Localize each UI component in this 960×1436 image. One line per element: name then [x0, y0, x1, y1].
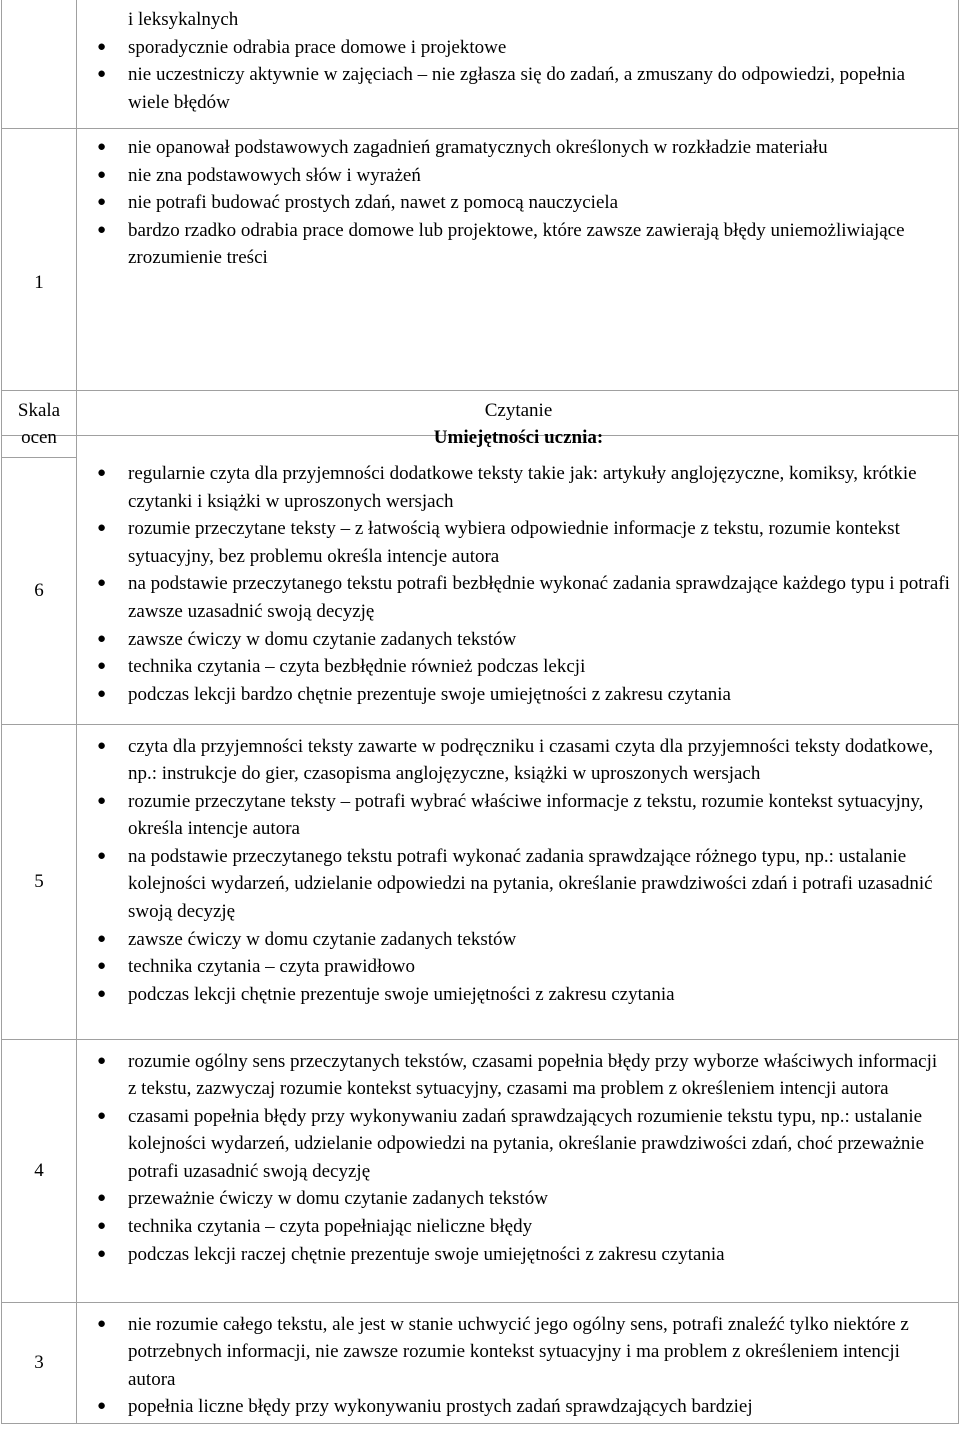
grade-cell-6: 6 — [2, 457, 77, 724]
bullet-icon: ● — [97, 847, 107, 864]
criteria-cell-6 — [77, 457, 959, 724]
bullet-icon: ● — [97, 575, 107, 592]
section-subtitle: Umiejętności ucznia: — [433, 427, 604, 448]
bullet-icon: ● — [97, 1107, 107, 1124]
list-item: ● technika czytania – czyta bezbłędnie również podczas lekcji — [87, 653, 950, 681]
list-item: ● zawsze ćwiczy w domu czytanie zadanych tekstów — [87, 926, 950, 954]
bullet-icon: ● — [97, 194, 107, 211]
list-item: ● nie uczestniczy aktywnie w zajęciach – nie zgłasza się do zadań, a zmuszany do odpowiedzi, popełnia wiele błędów — [87, 61, 950, 116]
bullet-icon: ● — [97, 1218, 107, 1235]
bullet-icon: ● — [97, 139, 107, 155]
bullet-icon: ● — [97, 38, 107, 55]
criteria-list-6 — [87, 460, 950, 708]
criteria-cell-3 — [77, 1302, 959, 1423]
list-item: ● bardzo rzadko odrabia prace domowe lub projektowe, które zawsze zawierają błędy uniemożliwiające zrozumienie treści — [87, 217, 950, 272]
list-item: ● podczas lekcji bardzo chętnie prezentuje swoje umiejętności z zakresu czytania — [87, 681, 950, 709]
list-item-continuation: i leksykalnych — [128, 9, 239, 30]
bullet-icon: ● — [97, 221, 107, 238]
bullet-icon: ● — [97, 520, 107, 537]
list-item: ● rozumie przeczytane teksty – potrafi wybrać właściwe informacje z tekstu, rozumie kontekst sytuacyjny, określa intencje autora — [87, 788, 950, 843]
criteria-cell-5 — [77, 724, 959, 1039]
section-header-cell — [77, 391, 959, 458]
scale-header-cell — [2, 391, 77, 458]
reading-grading-table — [1, 390, 959, 1424]
list-item: ● sporadycznie odrabia prace domowe i projektowe — [87, 34, 950, 62]
list-item: ● zawsze ćwiczy w domu czytanie zadanych tekstów — [87, 626, 950, 654]
bullet-icon: ● — [97, 465, 107, 481]
list-item: ● czyta dla przyjemności teksty zawarte w podręczniku i czasami czyta dla przyjemności teksty dodatkowe, np.: instrukcje do gier, czasopisma anglojęzyczne, książki w uproszonych wersjach — [87, 733, 950, 788]
criteria-list — [87, 134, 950, 272]
bullet-icon: ● — [97, 685, 107, 702]
grade-cell-empty — [2, 0, 77, 129]
list-item: ● podczas lekcji chętnie prezentuje swoje umiejętności z zakresu czytania — [87, 981, 950, 1009]
grade-cell-3: 3 — [2, 1302, 77, 1423]
bullet-icon: ● — [97, 66, 107, 83]
criteria-list-5 — [87, 733, 950, 1009]
criteria-cell-4 — [77, 1039, 959, 1302]
list-item: ● technika czytania – czyta popełniając nieliczne błędy — [87, 1213, 950, 1241]
list-item: ● technika czytania – czyta prawidłowo — [87, 953, 950, 981]
list-item: ● nie rozumie całego tekstu, ale jest w stanie uchwycić jego ogólny sens, potrafi znaleźć tylko niektóre z potrzebnych informacji, nie zawsze rozumie kontekst sytuacyjny i ma problem z określeniem intencji autora — [87, 1311, 950, 1394]
criteria-cell-continued — [77, 0, 959, 129]
list-item: ● rozumie przeczytane teksty – z łatwością wybiera odpowiednie informacje z tekstu, rozumie kontekst sytuacyjny, bez problemu określa intencje autora — [87, 515, 950, 570]
list-item: ● podczas lekcji raczej chętnie prezentuje swoje umiejętności z zakresu czytania — [87, 1241, 950, 1269]
list-item: ● popełnia liczne błędy przy wykonywaniu prostych zadań sprawdzających bardziej — [87, 1393, 950, 1421]
grade-cell-5: 5 — [2, 724, 77, 1039]
bullet-icon: ● — [97, 658, 107, 675]
bullet-icon: ● — [97, 630, 107, 647]
bullet-icon: ● — [97, 166, 107, 183]
criteria-list-4 — [87, 1048, 950, 1269]
list-item: ● nie opanował podstawowych zagadnień gramatycznych określonych w rozkładzie materiału — [87, 134, 950, 162]
bullet-icon: ● — [97, 1245, 107, 1262]
grading-table-previous-section — [1, 0, 959, 436]
grade-cell-4: 4 — [2, 1039, 77, 1302]
list-item: ● nie zna podstawowych słów i wyrażeń — [87, 162, 950, 190]
list-item: ● rozumie ogólny sens przeczytanych tekstów, czasami popełnia błędy przy wyborze właściwych informacji z tekstu, zazwyczaj rozumie kontekst sytuacyjny, czasami ma problem z określeniem intencji autora — [87, 1048, 950, 1103]
bullet-icon: ● — [97, 737, 107, 754]
bullet-icon: ● — [97, 985, 107, 1002]
grade-cell: 1 — [2, 129, 77, 436]
bullet-icon: ● — [97, 1398, 107, 1415]
list-item: ● na podstawie przeczytanego tekstu potrafi wykonać zadania sprawdzające różnego typu, np.: ustalanie kolejności wydarzeń, udzielanie odpowiedzi na pytania, określanie prawdziwości zdań i potrafi uzasadnić swoją decyzję — [87, 843, 950, 926]
bullet-icon: ● — [97, 1190, 107, 1207]
list-item: ● przeważnie ćwiczy w domu czytanie zadanych tekstów — [87, 1185, 950, 1213]
bullet-icon: ● — [97, 958, 107, 975]
scale-header-label: Skala ocen — [17, 400, 61, 448]
criteria-list-continued — [87, 6, 950, 116]
list-item: ● czasami popełnia błędy przy wykonywaniu zadań sprawdzających rozumienie tekstu typu, np.: ustalanie kolejności wydarzeń, udzielanie odpowiedzi na pytania, określanie prawdziwości zdań, choć przeważnie potrafi uzasadnić swoją decyzję — [87, 1103, 950, 1186]
list-item: ● na podstawie przeczytanego tekstu potrafi bezbłędnie wykonać zadania sprawdzające każdego typu i potrafi zawsze uzasadnić swoją decyzję — [87, 570, 950, 625]
bullet-icon: ● — [97, 1315, 107, 1332]
list-item: ● regularnie czyta dla przyjemności dodatkowe teksty takie jak: artykuły anglojęzyczne, komiksy, krótkie czytanki i książki w uproszonych wersjach — [87, 460, 950, 515]
list-item: ● nie potrafi budować prostych zdań, nawet z pomocą nauczyciela — [87, 189, 950, 217]
bullet-icon: ● — [97, 930, 107, 947]
section-title: Czytanie — [484, 400, 553, 421]
bullet-icon: ● — [97, 792, 107, 809]
criteria-list-3 — [87, 1311, 950, 1421]
bullet-icon: ● — [97, 1052, 107, 1069]
